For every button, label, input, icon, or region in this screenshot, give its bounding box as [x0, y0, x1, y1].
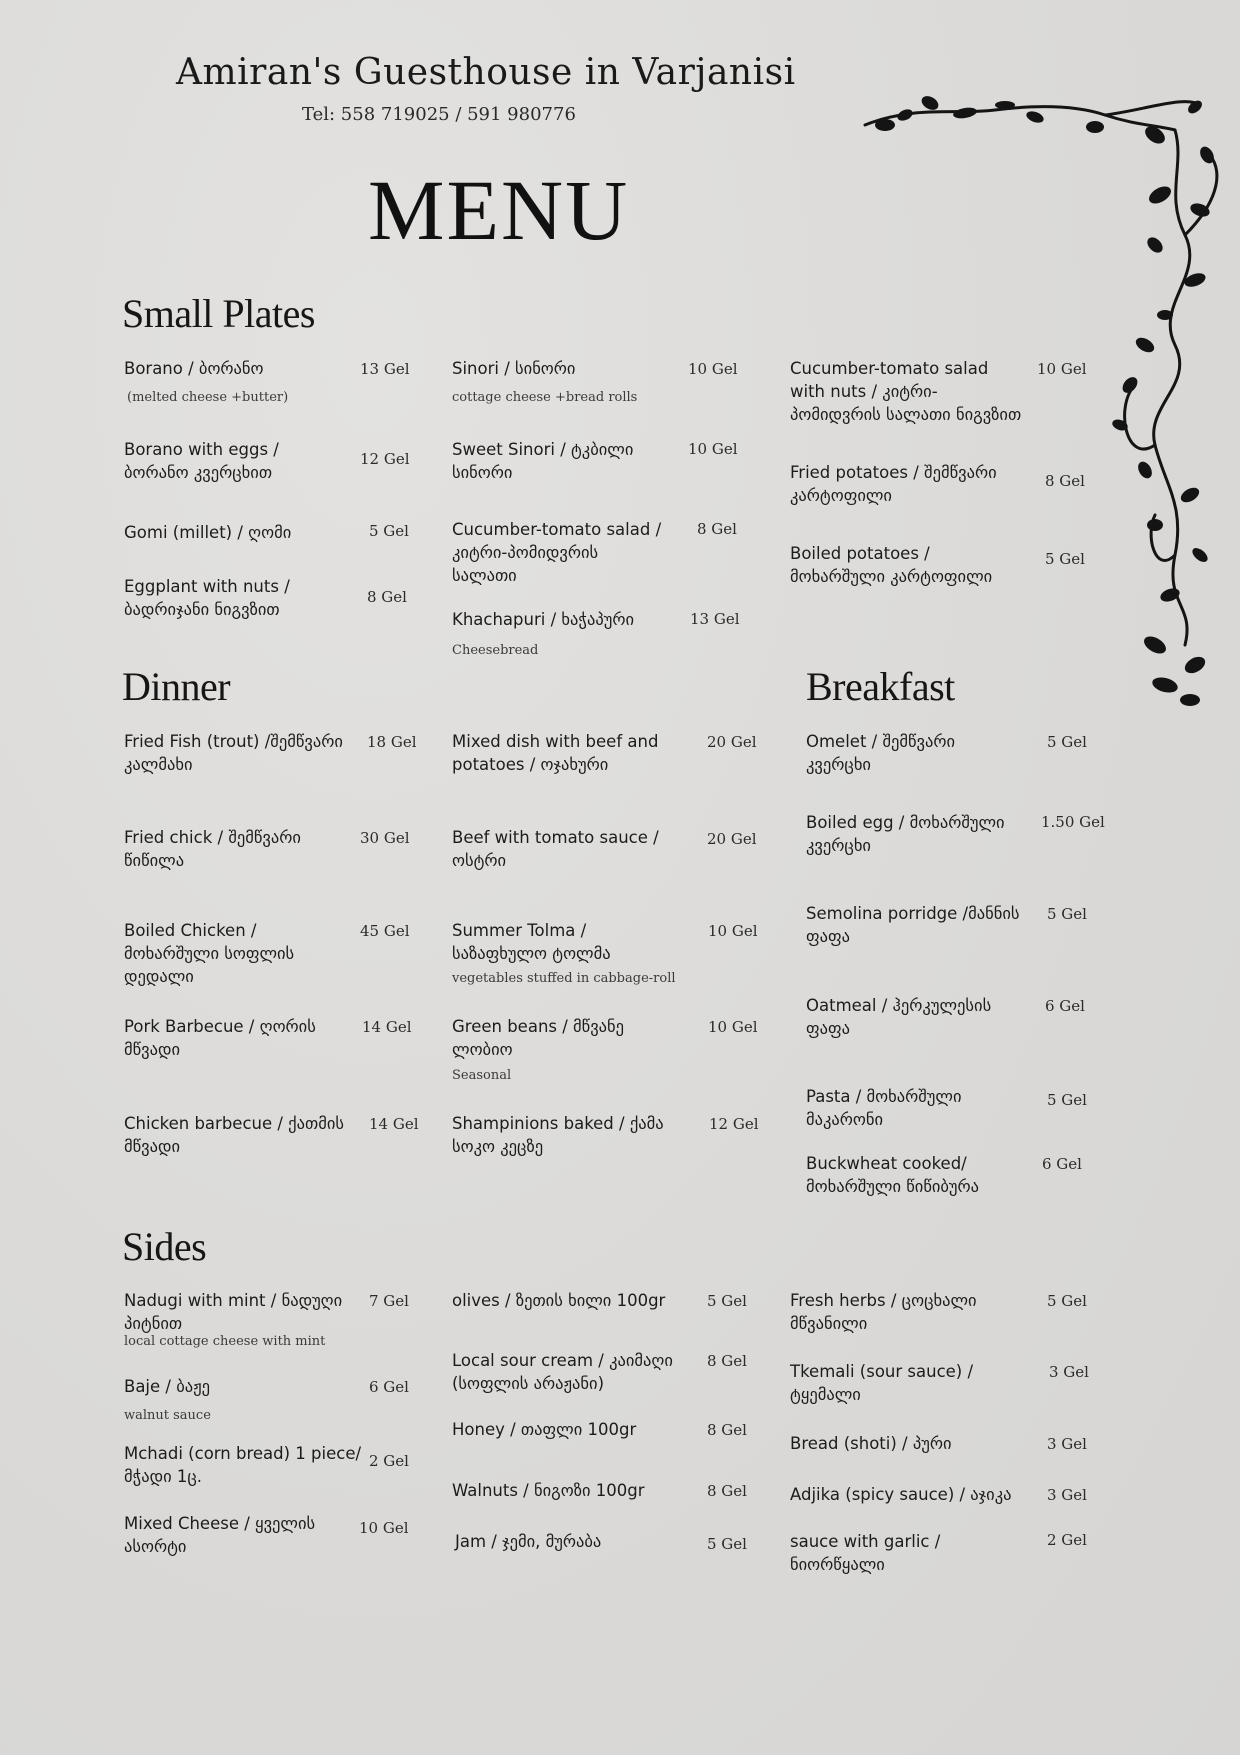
- menu-item-name: Borano with eggs / ბორანო კვერცხით: [124, 440, 279, 482]
- section-title-dinner: Dinner: [122, 664, 231, 709]
- menu-item-name: Local sour cream / კაიმაღი (სოფლის არაჟანი): [452, 1351, 673, 1393]
- menu-item-name: Khachapuri / ხაჭაპური: [452, 610, 635, 629]
- menu-item-name: Jam / ჯემი, მურაბა: [455, 1532, 602, 1551]
- menu-item-name: Sinori / სინორი: [452, 359, 576, 378]
- menu-item-name: Fried Fish (trout) /შემწვარი კალმახი: [124, 732, 343, 774]
- menu-item-name: Mixed Cheese / ყველის ასორტი: [124, 1514, 316, 1556]
- menu-item-price: 5 Gel: [1047, 905, 1087, 923]
- section-title-breakfast: Breakfast: [806, 664, 955, 709]
- menu-item-name: Buckwheat cooked/ მოხარშული წიწიბურა: [806, 1154, 980, 1196]
- menu-item-name: Mixed dish with beef and potatoes / ოჯახური: [452, 732, 659, 774]
- menu-item-price: 5 Gel: [369, 522, 409, 540]
- menu-item-note: local cottage cheese with mint: [124, 1334, 326, 1349]
- menu-item-price: 10 Gel: [708, 922, 758, 940]
- menu-item-name: Gomi (millet) / ღომი: [124, 523, 292, 542]
- menu-item-name: Green beans / მწვანე ლობიო: [452, 1017, 625, 1059]
- menu-item-price: 10 Gel: [1037, 360, 1087, 378]
- menu-item-price: 3 Gel: [1047, 1435, 1087, 1453]
- menu-item-name: Walnuts / ნიგოზი 100gr: [452, 1481, 645, 1500]
- menu-item-name: Sweet Sinori / ტკბილი სინორი: [452, 440, 634, 482]
- menu-item-price: 10 Gel: [359, 1519, 409, 1537]
- menu-item-name: sauce with garlic / ნიორწყალი: [790, 1532, 941, 1574]
- menu-item-price: 5 Gel: [1047, 733, 1087, 751]
- menu-item-name: Fried chick / შემწვარი წიწილა: [124, 828, 301, 870]
- menu-item-price: 10 Gel: [708, 1018, 758, 1036]
- menu-item-price: 8 Gel: [707, 1482, 747, 1500]
- menu-item-price: 7 Gel: [369, 1292, 409, 1310]
- menu-item-price: 30 Gel: [360, 829, 410, 847]
- menu-item-price: 18 Gel: [367, 733, 417, 751]
- menu-item-name: Beef with tomato sauce / ოსტრი: [452, 828, 659, 870]
- menu-item-price: 5 Gel: [1047, 1091, 1087, 1109]
- menu-item-name: Eggplant with nuts / ბადრიჯანი ნიგვზით: [124, 577, 290, 619]
- menu-item-name: Borano / ბორანო: [124, 359, 264, 378]
- menu-item-note: (melted cheese +butter): [127, 390, 289, 405]
- menu-item-name: Fried potatoes / შემწვარი კარტოფილი: [790, 463, 997, 505]
- menu-item-name: Cucumber-tomato salad / კიტრი-პომიდვრის სალათი: [452, 520, 662, 585]
- menu-item-name: Boiled egg / მოხარშული კვერცხი: [806, 813, 1005, 855]
- menu-item-name: Baje / ბაჟე: [124, 1377, 211, 1396]
- menu-item-price: 2 Gel: [1047, 1531, 1087, 1549]
- hotel-name: Amiran's Guesthouse in Varjanisi: [176, 52, 796, 93]
- menu-item-price: 8 Gel: [367, 588, 407, 606]
- menu-item-price: 6 Gel: [1042, 1155, 1082, 1173]
- menu-item-price: 14 Gel: [362, 1018, 412, 1036]
- menu-item-price: 10 Gel: [688, 360, 738, 378]
- menu-item-name: Chicken barbecue / ქათმის მწვადი: [124, 1114, 345, 1156]
- menu-item-price: 8 Gel: [707, 1352, 747, 1370]
- menu-item-price: 3 Gel: [1049, 1363, 1089, 1381]
- menu-item-name: Cucumber-tomato salad with nuts / კიტრი-პომიდვრის სალათი ნიგვზით: [790, 359, 1022, 424]
- menu-item-price: 5 Gel: [1047, 1292, 1087, 1310]
- menu-item-name: Mchadi (corn bread) 1 piece/ მჭადი 1ც.: [124, 1444, 362, 1486]
- menu-item-price: 14 Gel: [369, 1115, 419, 1133]
- menu-item-note: walnut sauce: [124, 1408, 211, 1423]
- menu-item-name: Adjika (spicy sauce) / აჯიკა: [790, 1485, 1012, 1504]
- menu-item-name: Boiled Chicken / მოხარშული სოფლის დედალი: [124, 921, 295, 986]
- menu-item-note: cottage cheese +bread rolls: [452, 390, 638, 405]
- menu-item-price: 13 Gel: [360, 360, 410, 378]
- phone-number: Tel: 558 719025 / 591 980776: [302, 104, 576, 125]
- menu-item-price: 8 Gel: [707, 1421, 747, 1439]
- menu-item-price: 2 Gel: [369, 1452, 409, 1470]
- menu-item-name: Pork Barbecue / ღორის მწვადი: [124, 1017, 316, 1059]
- menu-item-price: 6 Gel: [1045, 997, 1085, 1015]
- menu-item-name: Pasta / მოხარშული მაკარონი: [806, 1087, 962, 1129]
- menu-item-note: Seasonal: [452, 1068, 512, 1083]
- menu-item-name: Semolina porridge /მანნის ფაფა: [806, 904, 1020, 946]
- menu-item-price: 3 Gel: [1047, 1486, 1087, 1504]
- menu-item-price: 5 Gel: [1045, 550, 1085, 568]
- menu-item-price: 5 Gel: [707, 1535, 747, 1553]
- menu-item-price: 6 Gel: [369, 1378, 409, 1396]
- menu-title: MENU: [368, 162, 630, 258]
- menu-item-price: 13 Gel: [690, 610, 740, 628]
- menu-item-note: vegetables stuffed in cabbage-roll: [452, 971, 676, 986]
- menu-item-name: Shampinions baked / ქამა სოკო კეცზე: [452, 1114, 664, 1156]
- menu-item-price: 12 Gel: [709, 1115, 759, 1133]
- menu-item-name: Nadugi with mint / ნადუღი პიტნით: [124, 1291, 343, 1333]
- menu-item-name: Fresh herbs / ცოცხალი მწვანილი: [790, 1291, 977, 1333]
- menu-item-price: 45 Gel: [360, 922, 410, 940]
- menu-item-name: Boiled potatoes / მოხარშული კარტოფილი: [790, 544, 993, 586]
- menu-item-price: 8 Gel: [697, 520, 737, 538]
- menu-item-price: 1.50 Gel: [1041, 813, 1105, 831]
- menu-item-name: olives / ზეთის ხილი 100gr: [452, 1291, 666, 1310]
- menu-item-name: Honey / თაფლი 100gr: [452, 1420, 637, 1439]
- menu-item-price: 12 Gel: [360, 450, 410, 468]
- section-title-small-plates: Small Plates: [122, 291, 315, 336]
- section-title-sides: Sides: [122, 1224, 207, 1269]
- menu-item-note: Cheesebread: [452, 643, 539, 658]
- menu-item-name: Summer Tolma / საზაფხულო ტოლმა: [452, 921, 611, 963]
- menu-item-name: Omelet / შემწვარი კვერცხი: [806, 732, 956, 774]
- menu-item-price: 20 Gel: [707, 830, 757, 848]
- menu-item-price: 10 Gel: [688, 440, 738, 458]
- menu-item-name: Oatmeal / ჰერკულესის ფაფა: [806, 996, 992, 1038]
- menu-item-price: 8 Gel: [1045, 472, 1085, 490]
- menu-item-price: 5 Gel: [707, 1292, 747, 1310]
- menu-item-price: 20 Gel: [707, 733, 757, 751]
- menu-item-name: Bread (shoti) / პური: [790, 1434, 952, 1453]
- menu-item-name: Tkemali (sour sauce) / ტყემალი: [790, 1362, 974, 1404]
